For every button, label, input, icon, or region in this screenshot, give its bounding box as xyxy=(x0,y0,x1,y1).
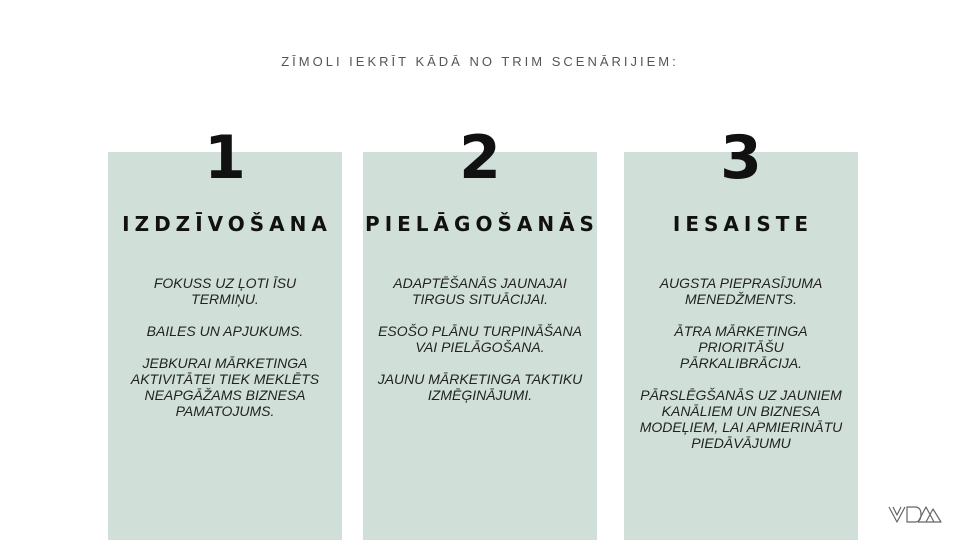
scenario-number-1: 1 xyxy=(204,123,246,193)
scenario-paragraph: ESOŠO PLĀNU TURPINĀŠANA VAI PIELĀGOŠANA. xyxy=(378,323,582,355)
scenario-paragraph: PĀRSLĒGŠANĀS UZ JAUNIEM KANĀLIEM UN BIZNESA MODEĻIEM, LAI APMIERINĀTU PIEDĀVĀJUMU xyxy=(639,387,843,451)
scenario-paragraph: ADAPTĒŠANĀS JAUNAJAI TIRGUS SITUĀCIJAI. xyxy=(393,275,567,307)
scenario-paragraph: JAUNU MĀRKETINGA TAKTIKU IZMĒĢINĀJUMI. xyxy=(377,371,583,403)
scenario-paragraph: FOKUSS UZ ĻOTI ĪSU TERMIŅU. xyxy=(153,275,297,307)
scenario-body-engagement xyxy=(624,275,858,467)
scenario-title-adaptation: PIELĀGOŠANĀS xyxy=(365,212,599,236)
scenario-body-survival xyxy=(108,275,342,435)
slide-heading: ZĪMOLI IEKRĪT KĀDĀ NO TRIM SCENĀRIJIEM: xyxy=(281,54,679,69)
scenario-paragraph: ĀTRA MĀRKETINGA PRIORITĀŠU PĀRKALIBRĀCIJA. xyxy=(674,323,808,371)
scenario-title-engagement: IESAISTE xyxy=(672,212,814,236)
scenario-paragraph: JEBKURAI MĀRKETINGA AKTIVITĀTEI TIEK MEKLĒTS NEAPGĀŽAMS BIZNESA PAMATOJUMS. xyxy=(130,355,320,419)
scenario-body-adaptation xyxy=(363,275,597,419)
vdm-logo-icon xyxy=(888,504,942,524)
scenario-number-3: 3 xyxy=(720,123,762,193)
scenario-title-survival: IZDZĪVOŠANA xyxy=(122,212,332,236)
scenario-paragraph: AUGSTA PIEPRASĪJUMA MENEDŽMENTS. xyxy=(659,275,823,307)
scenario-number-2: 2 xyxy=(459,123,501,193)
scenario-paragraph: BAILES UN APJUKUMS. xyxy=(146,323,304,339)
